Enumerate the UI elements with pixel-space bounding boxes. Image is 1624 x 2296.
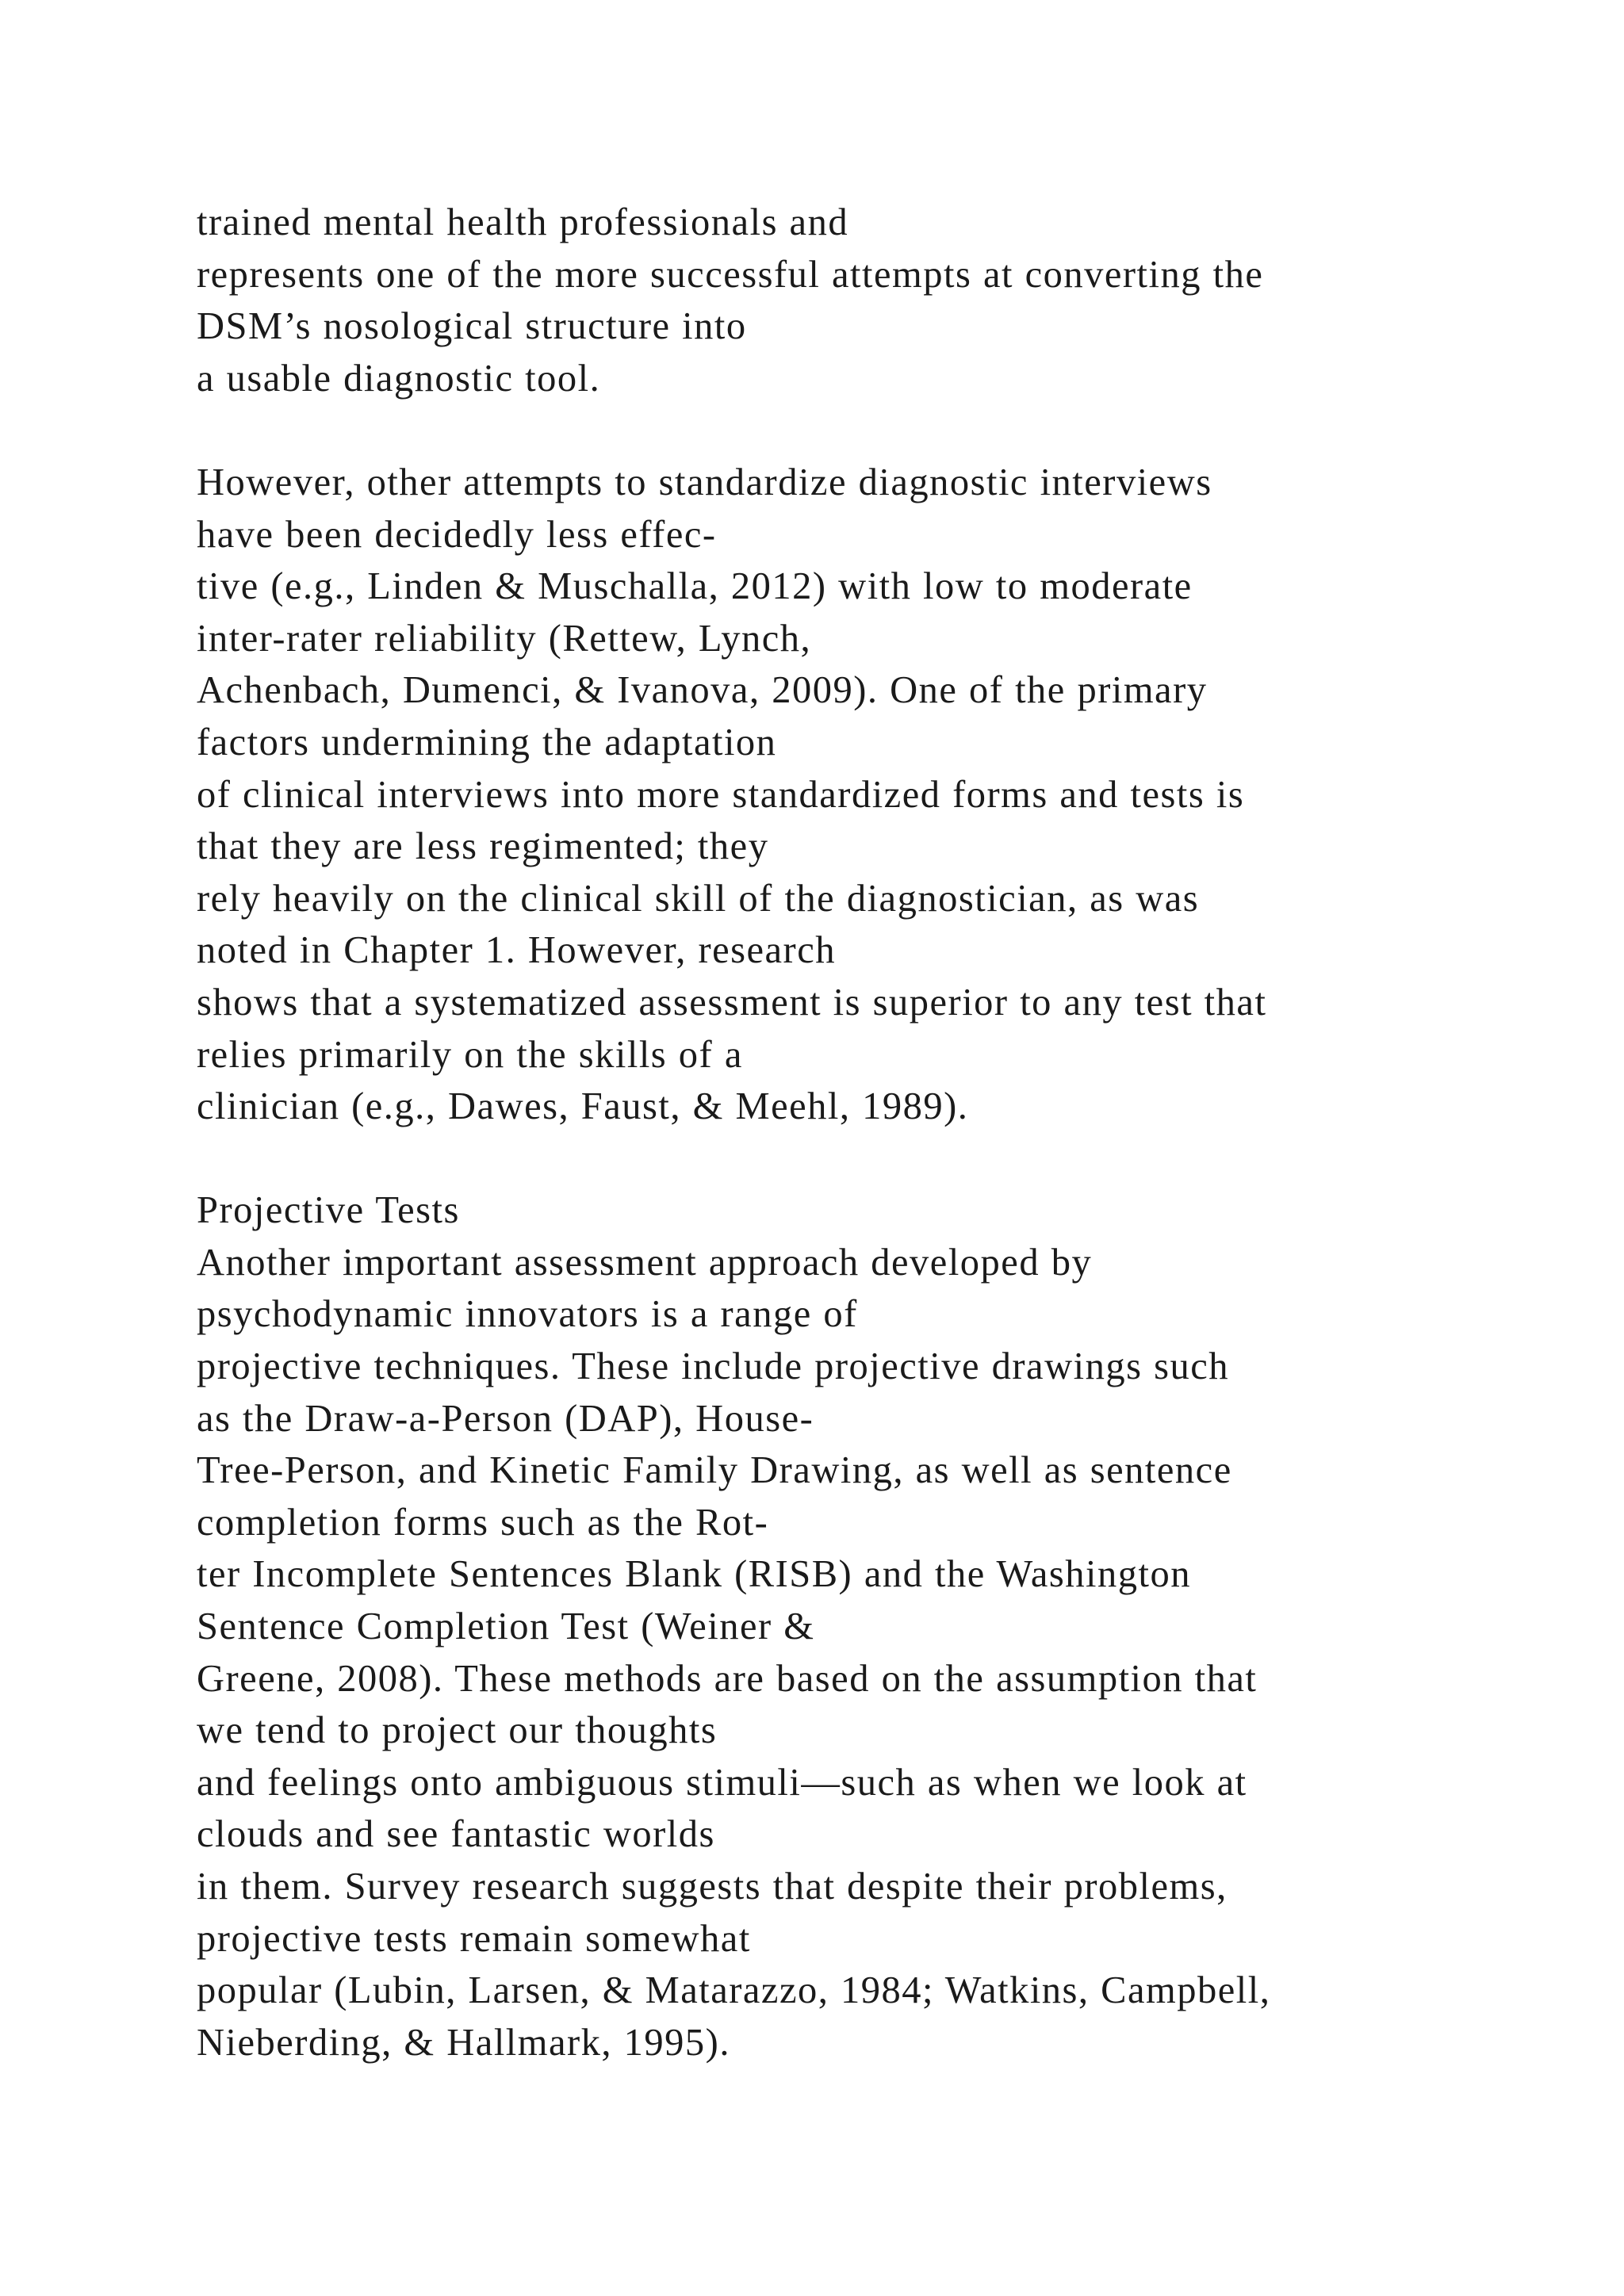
text-line: ter Incomplete Sentences Blank (RISB) and the Washington (197, 1553, 1191, 1596)
paragraph (197, 197, 1545, 404)
text-line: inter-rater reliability (Rettew, Lynch, (197, 617, 812, 660)
text-line: Tree-Person, and Kinetic Family Drawing, as well as sentence (197, 1449, 1232, 1492)
text-line: and feelings onto ambiguous stimuli—such as when we look at (197, 1761, 1247, 1804)
text-line: projective tests remain somewhat (197, 1917, 751, 1960)
paragraph (197, 1184, 1545, 2068)
text-line: projective techniques. These include projective drawings such (197, 1345, 1229, 1388)
text-line: a usable diagnostic tool. (197, 357, 601, 400)
paragraph-spacer (197, 1133, 1545, 1185)
paragraph (197, 457, 1545, 1133)
paragraph-spacer (197, 404, 1545, 457)
text-line: factors undermining the adaptation (197, 721, 777, 763)
text-line: Nieberding, & Hallmark, 1995). (197, 2021, 730, 2064)
text-line: DSM’s nosological structure into (197, 305, 747, 348)
text-line: Greene, 2008). These methods are based on the assumption that (197, 1657, 1258, 1700)
text-line: we tend to project our thoughts (197, 1709, 718, 1752)
text-line: completion forms such as the Rot- (197, 1501, 769, 1544)
text-line: Another important assessment approach developed by (197, 1241, 1093, 1284)
text-line: that they are less regimented; they (197, 825, 769, 868)
text-line: have been decidedly less effec- (197, 513, 717, 556)
text-line: of clinical interviews into more standardized forms and tests is (197, 773, 1245, 816)
text-line: represents one of the more successful attempts at converting the (197, 253, 1264, 296)
text-line: However, other attempts to standardize diagnostic interviews (197, 461, 1212, 503)
text-line: shows that a systematized assessment is superior to any test that (197, 981, 1267, 1024)
text-line: popular (Lubin, Larsen, & Matarazzo, 1984; Watkins, Campbell, (197, 1969, 1271, 2012)
text-line: trained mental health professionals and (197, 201, 849, 243)
text-line: clouds and see fantastic worlds (197, 1813, 715, 1856)
document-body (197, 197, 1545, 2068)
text-line: tive (e.g., Linden & Muschalla, 2012) with low to moderate (197, 565, 1193, 608)
text-line: Sentence Completion Test (Weiner & (197, 1605, 815, 1648)
text-line: clinician (e.g., Dawes, Faust, & Meehl, 1989). (197, 1085, 969, 1128)
text-line: in them. Survey research suggests that despite their problems, (197, 1866, 1228, 1908)
text-line: Achenbach, Dumenci, & Ivanova, 2009). One of the primary (197, 669, 1208, 712)
text-line: noted in Chapter 1. However, research (197, 929, 836, 972)
text-line: relies primarily on the skills of a (197, 1033, 743, 1076)
text-line: rely heavily on the clinical skill of the diagnostician, as was (197, 877, 1200, 920)
text-line: as the Draw-a-Person (DAP), House- (197, 1397, 814, 1440)
section-heading: Projective Tests (197, 1189, 460, 1232)
text-line: psychodynamic innovators is a range of (197, 1293, 858, 1336)
